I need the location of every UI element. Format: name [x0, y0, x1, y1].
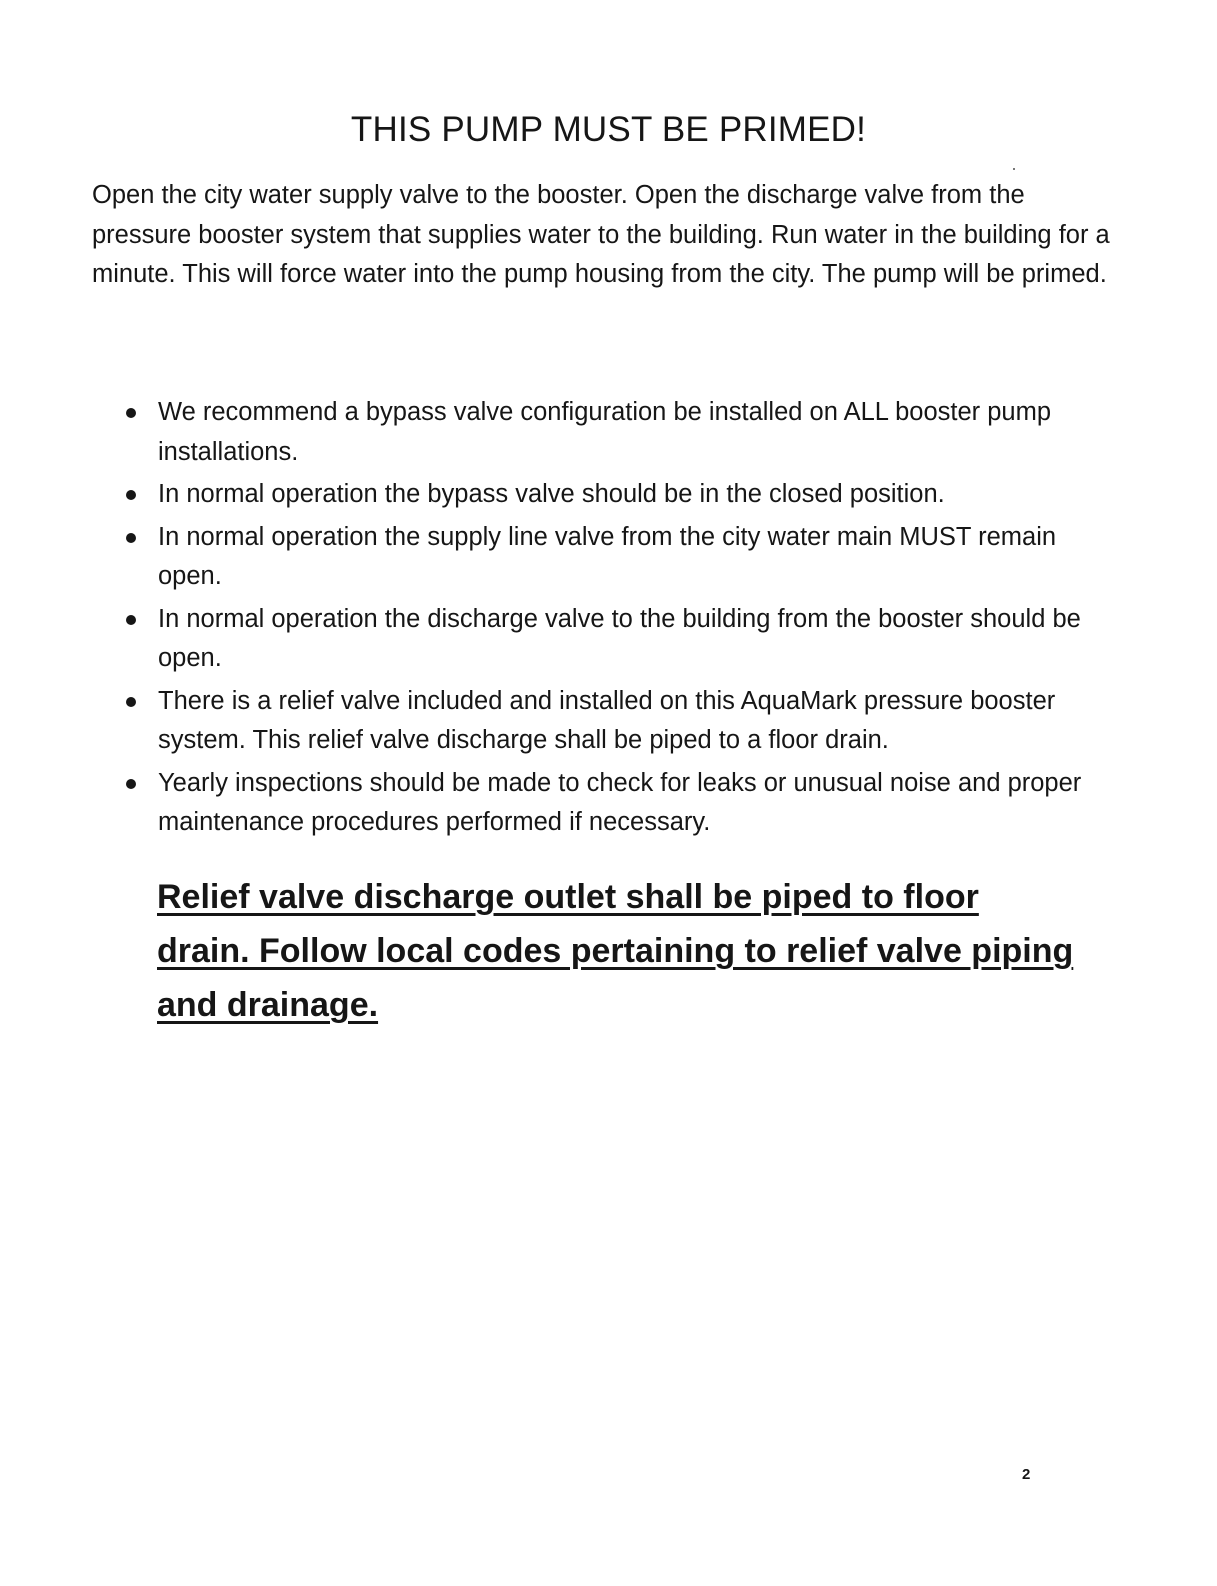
scan-speck [1013, 168, 1015, 170]
bullet-text: We recommend a bypass valve configuration be installed on ALL booster pump installations. [158, 398, 1052, 466]
page-title: THIS PUMP MUST BE PRIMED! [350, 110, 867, 149]
bullet-text: In normal operation the bypass valve should be in the closed position. [158, 480, 945, 508]
bullet-item [122, 518, 1122, 597]
page-number: 2 [1022, 1466, 1031, 1483]
bullet-item [122, 393, 1122, 472]
bullet-icon [126, 533, 136, 543]
relief-valve-warning: Relief valve discharge outlet shall be piped to floor drain. Follow local codes pertaining to relief valve piping and drainage. [157, 878, 1074, 1024]
bullet-list [122, 393, 1122, 846]
bullet-icon [126, 615, 136, 625]
bullet-item [122, 475, 1122, 515]
bullet-text: There is a relief valve included and installed on this AquaMark pressure booster system. This relief valve discharge shall be piped to a floor drain. [158, 686, 1056, 754]
bullet-icon [126, 697, 136, 707]
bullet-icon [126, 779, 136, 789]
bullet-item [122, 600, 1122, 679]
bullet-item [122, 682, 1122, 761]
bullet-icon [126, 490, 136, 500]
bullet-item [122, 764, 1122, 843]
bullet-text: In normal operation the supply line valve from the city water main MUST remain open. [158, 522, 1057, 590]
intro-paragraph: Open the city water supply valve to the booster. Open the discharge valve from the pressure booster system that supplies water to the building. Run water in the building for a minute. This will force water into the pump housing from the city. The pump will be primed. [92, 181, 1110, 288]
bullet-icon [126, 408, 136, 418]
bullet-text: In normal operation the discharge valve to the building from the booster should be open. [158, 604, 1081, 672]
bullet-text: Yearly inspections should be made to check for leaks or unusual noise and proper maintenance procedures performed if necessary. [158, 768, 1082, 836]
